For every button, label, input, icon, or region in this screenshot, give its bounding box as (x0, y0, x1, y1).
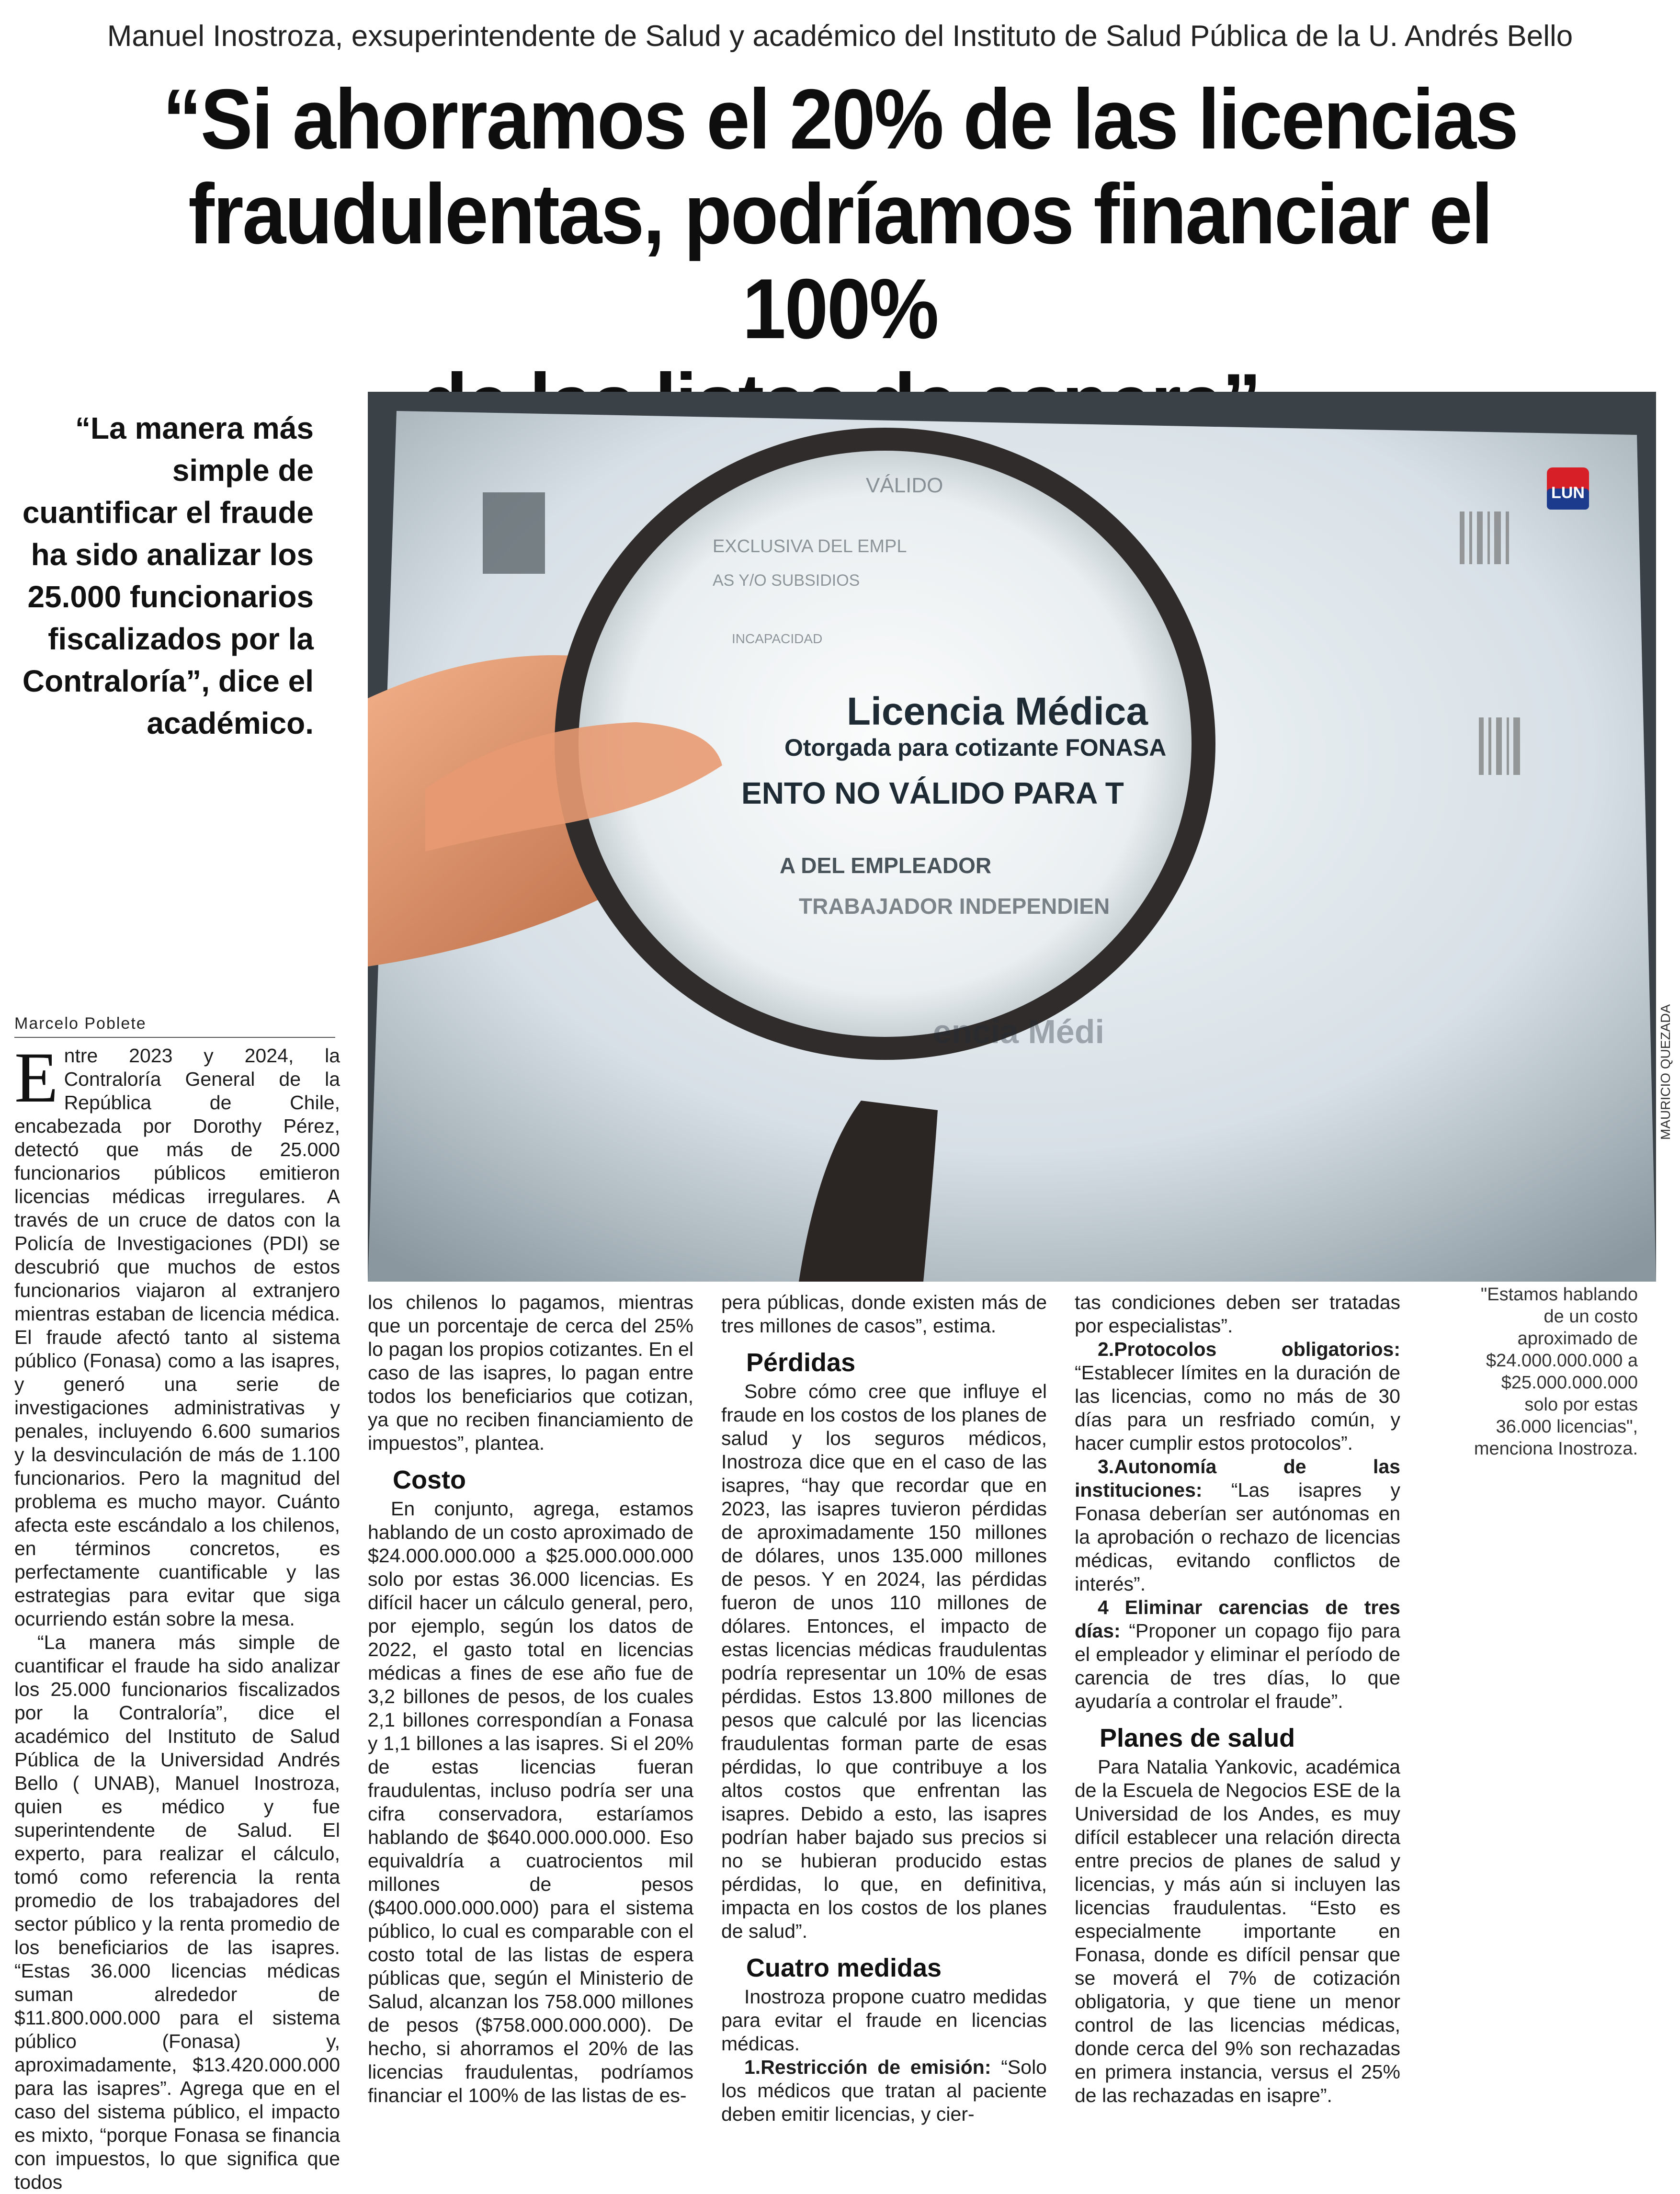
byline: Marcelo Poblete (14, 1014, 335, 1038)
card-top-2: EXCLUSIVA DEL EMPL (713, 536, 907, 557)
headline-line-1: “Si ahorramos el 20% de las licencias (162, 71, 1518, 167)
paragraph: tas condiciones deben ser tratadas por especialistas”. (1075, 1291, 1400, 1337)
card-worker: TRABAJADOR INDEPENDIEN (799, 894, 1110, 919)
card-top-3: AS Y/O SUBSIDIOS (713, 571, 860, 590)
paragraph: Sobre cómo cree que influye el fraude en los costos de los planes de salud y los seguros médicos, Inostroza dice que en el caso de las isapres, “hay que recordar que en 2023, las isapres tuvieron pérdidas de aproximadamente 150 millones de dólares, unos 135.000 millones de pesos. Y en 2024, las pérdidas fueron de unos 110 millones de dólares. Entonces, el impacto de estas licencias médicas fraudulentas podría representar un 10% de esas pérdidas. Estos 13.800 millones de pesos que calculé por las licencias fraudulentas forman parte de esas pérdidas, lo que contribuye a los altos costos que enfrentan las isapres. Debido a esto, las isapres podrían haber bajado sus precios si no se hubieran producido estas pérdidas, lo que, en definitiva, impacta en los costos de los planes de salud”. (721, 1380, 1047, 1942)
card-top-1: VÁLIDO (866, 474, 943, 497)
paragraph: Entre 2023 y 2024, la Contraloría General de la República de Chile, encabezada por Dorothy Pérez, detectó que más de 25.000 funcionarios públicos emitieron licencias médicas irregulares. A través de un cruce de datos con la Policía de Investigaciones (PDI) se descubrió que muchos de estos funcionarios viajaron al extranjero mientras estaban de licencia médica. El fraude afectó tanto al sistema público (Fonasa) como a las isapres, y generó una serie de investigaciones administrativas y penales, incluyendo 6.600 sumarios y la desvinculación de más de 1.100 funcionarios. Pero la magnitud del problema es mucho mayor. Cuánto afecta este escándalo a los chilenos, en términos concretos, es perfectamente cuantificable y las estrategias para evitar que siga ocurriendo están sobre la mesa. (14, 1038, 340, 1630)
section-heading-planes: Planes de salud (1100, 1724, 1295, 1752)
column-1 (14, 1038, 340, 2194)
pull-quote: “La manera más simple de cuantificar el fraude ha sido analizar los 25.000 funcionarios fiscalizados por la Contraloría”, dice el académico. (22, 411, 314, 740)
paragraph: Inostroza propone cuatro medidas para evitar el fraude en licencias médicas. (721, 1986, 1047, 2055)
column-3 (721, 1291, 1047, 2126)
card-top-4: INCAPACIDAD (732, 631, 823, 646)
card-title: Licencia Médica (847, 690, 1148, 733)
card-subtitle: Otorgada para cotizante FONASA (784, 734, 1167, 761)
measure-3: 3.Autonomía de las instituciones: “Las isapres y Fonasa deberían ser autónomas en la aprobación o rechazo de licencias médicas, evitando conflictos de interés”. (1075, 1455, 1400, 1595)
photo-credit: MAURICIO QUEZADA (1658, 1004, 1673, 1140)
photo-illustration (368, 392, 1656, 1282)
photo-magnifying-glass (368, 392, 1656, 1282)
side-quote: "Estamos hablando de un costo aproximado de $24.000.000.000 a $25.000.000.000 solo por estas 36.000 licencias", menciona Inostroza. (1474, 1285, 1638, 1459)
drop-cap: E (14, 1038, 58, 1117)
section-heading-cuatro-medidas: Cuatro medidas (746, 1954, 942, 1982)
paragraph: Para Natalia Yankovic, académica de la Escuela de Negocios ESE de la Universidad de los Andes, es muy difícil establecer una relación directa entre precios de planes de salud y licencias, y más aún si incluyen las licencias fraudulentas. “Esto es especialmente importante en Fonasa, donde es difícil pensar que se moverá el 7% de cotización obligatoria, y que tiene un menor control de las licencias médicas, donde cerca del 9% son rechazadas en primera instancia, versus el 25% de las rechazadas en isapre”. (1075, 1756, 1400, 2106)
section-heading-perdidas: Pérdidas (746, 1348, 856, 1377)
measure-4: 4 Eliminar carencias de tres días: “Proponer un copago fijo para el empleador y eliminar el período de carencia de tres días, lo que ayudaría a controlar el fraude”. (1075, 1596, 1400, 1712)
paragraph: En conjunto, agrega, estamos hablando de un costo aproximado de $24.000.000.000 a $25.000.000.000 solo por estas 36.000 licencias. Es difícil hacer un cálculo general, pero, por ejemplo, según los datos de 2022, el gasto total en licencias médicas a fines de ese año fue de 3,2 billones de pesos, de los cuales 2,1 billones correspondían a Fonasa y 1,1 billones a las isapres. Si el 20% de estas licencias fueran fraudulentas, incluso podría ser una cifra conservadora, estaríamos hablando de $640.000.000.000. Eso equivaldría a cuatrocientos mil millones de pesos ($400.000.000.000) para el sistema público, lo cual es comparable con el costo total de las listas de espera públicas que, según el Ministerio de Salud, alcanzan los 758.000 millones de pesos ($758.000.000.000). De hecho, si ahorramos el 20% de las licencias fraudulentas, podríamos financiar el 100% de las listas de es- (368, 1498, 693, 2106)
card-employer: A DEL EMPLEADOR (780, 853, 992, 878)
paragraph: “La manera más simple de cuantificar el fraude ha sido analizar los 25.000 funcionarios fiscalizados por la Contraloría”, dice el académico del Instituto de Salud Pública de la Universidad Andrés Bello ( UNAB), Manuel Inostroza, quien es médico y fue superintendente de Salud. El experto, para realizar el cálculo, tomó como referencia la renta promedio de los trabajadores del sector público y la renta promedio de los beneficiarios de las isapres. “Estas 36.000 licencias médicas suman alrededor de $11.800.000.000 para el sistema público (Fonasa) y, aproximadamente, $13.420.000.000 para las isapres”. Agrega que en el caso del sistema público, el impacto es mixto, “porque Fonasa se financia con impuestos, lo que significa que todos (14, 1631, 340, 2193)
column-2 (368, 1291, 693, 2107)
headline-line-2: fraudulentas, podríamos financiar el 100% (188, 166, 1492, 356)
measure-2: 2.Protocolos obligatorios: “Establecer límites en la duración de las licencias, como no más de 30 días para un resfriado común, y hacer cumplir estos protocolos”. (1075, 1338, 1400, 1454)
kicker: Manuel Inostroza, exsuperintendente de Salud y académico del Instituto de Salud Pública de la U. Andrés Bello (107, 20, 1573, 53)
lun-logo: LUN (1551, 484, 1585, 502)
section-heading-costo: Costo (393, 1466, 466, 1494)
measure-1: 1.Restricción de emisión: “Solo los médicos que tratan al paciente deben emitir licencias, y cier- (721, 2056, 1047, 2125)
card-bottom: encia Médi (933, 1013, 1104, 1050)
paragraph: pera públicas, donde existen más de tres millones de casos”, estima. (721, 1291, 1047, 1337)
column-4 (1075, 1291, 1400, 2107)
paragraph: los chilenos lo pagamos, mientras que un porcentaje de cerca del 25% lo pagan los propios cotizantes. En el caso de las isapres, lo pagan entre todos los beneficiarios que cotizan, ya que no reciben financiamiento de impuestos”, plantea. (368, 1291, 693, 1454)
card-warning: ENTO NO VÁLIDO PARA T (741, 776, 1124, 810)
